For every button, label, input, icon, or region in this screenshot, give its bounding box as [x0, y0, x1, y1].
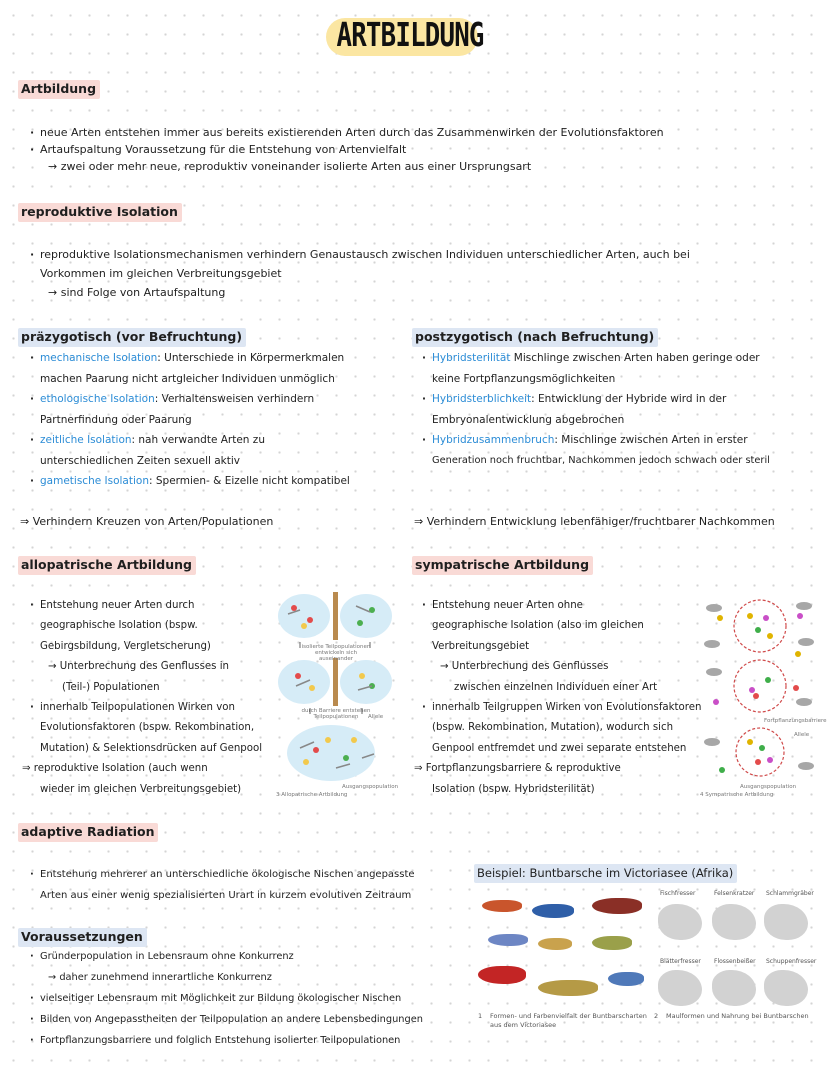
fish-head-4: [658, 970, 702, 1006]
example-heading: Beispiel: Buntbarsche im Victoriasee (Afrika): [474, 864, 737, 883]
isolation-line-1: · reproduktive Isolationsmechanismen verhindern Genaustausch zwischen Individuen unterschiedlicher Arten, auch bei: [22, 245, 690, 265]
praezygotisch-list: [22, 348, 350, 492]
fig2-caption: Maulformen und Nahrung bei Buntbarschen: [666, 1012, 809, 1020]
sympatrisch-line-7: (bspw. Rekombination, Mutation), wodurch sich: [432, 722, 674, 734]
sympatrisch-line-6: · innerhalb Teilgruppen Wirken von Evolutionsfaktoren: [414, 698, 701, 718]
arrow-icon: →: [48, 286, 61, 299]
heading-praezygotisch: präzygotisch (vor Befruchtung): [18, 328, 246, 347]
voraussetzung-3: · Bilden von Angepasstheiten der Teilpopulation an andere Lebensbedingungen: [22, 1009, 423, 1030]
mouth-label-4: Blätterfresser: [660, 958, 701, 965]
heading-reproduktive-isolation: reproduktive Isolation: [18, 203, 182, 222]
arrow-icon: →: [48, 972, 60, 983]
postzygotisch-item-2-cont: Embryonalentwicklung abgebrochen: [432, 413, 625, 426]
allopatrisch-line-1: · Entstehung neuer Arten durch: [22, 596, 262, 616]
term-hybridsterilitaet: Hybridsterilität: [432, 352, 511, 364]
cichlid-mouth-figure: [654, 886, 824, 1036]
sympatrisch-line-1: · Entstehung neuer Arten ohne: [414, 596, 701, 616]
sympatric-label-pop: Ausgangspopulation: [740, 784, 797, 790]
allopatric-label-allele: Allele: [368, 714, 384, 720]
page-title-text: ARTBILDUNG: [336, 15, 484, 54]
heading-voraussetzungen: Voraussetzungen: [18, 928, 147, 947]
sympatrisch-line-3: Verbreitungsgebiet: [432, 640, 530, 652]
postzygotisch-item-3: · Hybridzusammenbruch: Mischlinge zwischen Arten in erster: [414, 430, 770, 451]
fish-head-6: [764, 970, 808, 1006]
isolation-line-2: Vorkommen im gleichen Verbreitungsgebiet: [40, 267, 282, 280]
allopatric-caption: 3 Allopatrische Artbildung: [276, 792, 348, 798]
allopatric-label-pop: Ausgangspopulation: [342, 784, 399, 790]
isolation-notes: [22, 245, 690, 303]
artbildung-arrow: → zwei oder mehr neue, reproduktiv voneinander isolierte Arten aus einer Ursprungsart: [48, 160, 532, 173]
postzygotisch-item-1: · Hybridsterilität Mischlinge zwischen Arten haben geringe oder: [414, 348, 770, 369]
allopatric-label-top: isolierte Teilpopulationen entwickeln sich auseinander: [301, 644, 371, 662]
praezygotisch-item-1-cont: machen Paarung nicht artgleicher Individuen unmöglich: [40, 372, 335, 385]
voraussetzungen-list: [22, 946, 423, 1051]
fish-head-3: [764, 904, 808, 940]
allopatrisch-line-4: → Unterbrechung des Genflusses in: [48, 661, 230, 673]
cichlid-fish-3: [592, 898, 642, 914]
term-hybridzusammenbruch: Hybridzusammenbruch: [432, 434, 555, 446]
sympatric-illustration: [700, 592, 827, 792]
allopatrisch-line-6: · innerhalb Teilpopulationen Wirken von: [22, 698, 262, 718]
postzygotisch-list: [414, 348, 770, 471]
sympatric-label-allele: Allele: [794, 732, 810, 738]
allopatrisch-line-8: Mutation) & Selektionsdrücken auf Genpool: [40, 742, 263, 754]
artbildung-bullet-2: · Artaufspaltung Voraussetzung für die Entstehung von Artenvielfalt: [22, 140, 664, 160]
praezygotisch-item-3-cont: unterschiedlichen Zeiten sexuell aktiv: [40, 454, 241, 467]
artbildung-bullet-1: · neue Arten entstehen immer aus bereits existierenden Arten durch das Zusammenwirken der Evolutionsfaktoren: [22, 123, 664, 143]
sympatrisch-line-5: zwischen einzelnen Individuen einer Art: [454, 681, 658, 693]
allopatric-illustration: [276, 590, 399, 800]
heading-postzygotisch: postzygotisch (nach Befruchtung): [412, 328, 658, 347]
allopatrisch-notes: [22, 596, 262, 800]
mouth-label-6: Schuppenfresser: [766, 958, 817, 965]
sympatric-label-barrier: Fortpflanzungsbarriere: [764, 718, 827, 724]
adaptive-line-2: Arten aus einer wenig spezialisierten Urart in kurzem evolutiven Zeitraum: [40, 890, 412, 901]
fig2-caption-number: 2: [654, 1012, 659, 1020]
sympatrisch-line-10: Isolation (bspw. Hybridsterilität): [432, 783, 595, 795]
isolation-arrow: → sind Folge von Artaufspaltung: [48, 286, 226, 299]
allopatrisch-line-7: Evolutionsfaktoren (bspw. Rekombination,: [40, 722, 255, 734]
praezygotisch-item-2-cont: Partnerfindung oder Paarung: [40, 413, 192, 426]
postzygotisch-item-2: · Hybridsterblichkeit: Entwicklung der Hybride wird in der: [414, 389, 770, 410]
cichlid-fish-6: [592, 936, 632, 950]
page-title: [318, 8, 486, 62]
heading-artbildung: Artbildung: [18, 80, 100, 99]
allopatrisch-line-2: geographische Isolation (bspw.: [40, 620, 198, 632]
sympatrisch-notes: [414, 596, 701, 800]
term-hybridsterblichkeit: Hybridsterblichkeit: [432, 393, 532, 405]
cichlid-fish-5: [538, 938, 572, 950]
sympatrisch-line-8: Genpool entfremdet und zwei separate entstehen: [432, 742, 687, 754]
postzygotisch-item-1-cont: keine Fortpflanzungsmöglichkeiten: [432, 372, 616, 385]
praezygotisch-item-1: · mechanische Isolation: Unterschiede in Körpermerkmalen: [22, 348, 350, 369]
sympatrisch-line-2: geographische Isolation (also im gleichen: [432, 620, 644, 632]
postzygotisch-conclusion: ⇒ Verhindern Entwicklung lebenfähiger/fruchtbarer Nachkommen: [414, 515, 775, 528]
fish-head-1: [658, 904, 702, 940]
mouth-label-2: Felsenkratzer: [714, 890, 755, 897]
voraussetzung-2: · vielseitiger Lebensraum mit Möglichkeit zur Bildung ökologischer Nischen: [22, 988, 423, 1009]
adaptive-definition: [22, 864, 415, 906]
adaptive-line-1: · Entstehung mehrerer an unterschiedliche ökologische Nischen angepasste: [22, 864, 415, 885]
postzygotisch-item-3-cont: Generation noch fruchtbar, Nachkommen jedoch schwach oder steril: [432, 454, 770, 466]
artbildung-notes: [22, 123, 664, 177]
allopatrisch-line-3: Gebirgsbildung, Vergletscherung): [40, 640, 211, 652]
fig1-caption: Formen- und Farbenvielfalt der Buntbarscharten aus dem Victoriasee: [490, 1012, 647, 1029]
fish-head-2: [712, 904, 756, 940]
mouth-label-1: Fischfresser: [660, 890, 696, 897]
praezygotisch-conclusion: ⇒ Verhindern Kreuzen von Arten/Populationen: [20, 515, 274, 528]
cichlid-fish-8: [538, 980, 598, 996]
heading-adaptive-radiation: adaptive Radiation: [18, 823, 158, 842]
sympatric-figure: [700, 592, 827, 802]
voraussetzung-1: · Gründerpopulation in Lebensraum ohne Konkurrenz: [22, 946, 423, 967]
sympatrisch-line-9: ⇒ Fortpflanzungsbarriere & reproduktive: [414, 763, 621, 775]
term-gametische-isolation: gametische Isolation: [40, 475, 149, 487]
fig1-caption-number: 1: [478, 1012, 483, 1020]
mouth-label-5: Flossenbeißer: [714, 958, 756, 965]
praezygotisch-item-2: · ethologische Isolation: Verhaltensweisen verhindern: [22, 389, 350, 410]
cichlid-fish-7: [478, 966, 526, 984]
allopatric-label-mid: durch Barriere entstehen Teilpopulationen: [301, 708, 371, 720]
praezygotisch-item-4: · gametische Isolation: Spermien- & Eizelle nicht kompatibel: [22, 471, 350, 492]
fish-head-5: [712, 970, 756, 1006]
allopatrisch-line-5: (Teil-) Populationen: [62, 681, 160, 693]
cichlid-variety-figure: [476, 886, 652, 1036]
sympatric-caption: 4 Sympatrische Artbildung: [700, 792, 774, 798]
heading-allopatrisch: allopatrische Artbildung: [18, 556, 196, 575]
voraussetzung-4: · Fortpflanzungsbarriere und folglich Entstehung isolierter Teilpopulationen: [22, 1030, 423, 1051]
heading-sympatrisch: sympatrische Artbildung: [412, 556, 593, 575]
cichlid-fish-1: [482, 900, 522, 912]
term-ethologische-isolation: ethologische Isolation: [40, 393, 155, 405]
sympatrisch-line-4: → Unterbrechung des Genflusses: [440, 661, 609, 673]
arrow-icon: →: [48, 160, 61, 173]
allopatrisch-line-10: wieder im gleichen Verbreitungsgebiet): [40, 783, 242, 795]
cichlid-fish-2: [532, 904, 574, 918]
mouth-label-3: Schlammgräber: [766, 890, 814, 897]
voraussetzung-1-arrow: → daher zunehmend innerartliche Konkurrenz: [48, 972, 272, 983]
term-mechanische-isolation: mechanische Isolation: [40, 352, 158, 364]
praezygotisch-item-3: · zeitliche Isolation: nah verwandte Arten zu: [22, 430, 350, 451]
allopatrisch-line-9: ⇒ reproduktive Isolation (auch wenn: [22, 763, 208, 775]
cichlid-fish-9: [608, 972, 644, 986]
term-zeitliche-isolation: zeitliche Isolation: [40, 434, 132, 446]
cichlid-fish-4: [488, 934, 528, 946]
allopatric-figure: [276, 590, 399, 800]
